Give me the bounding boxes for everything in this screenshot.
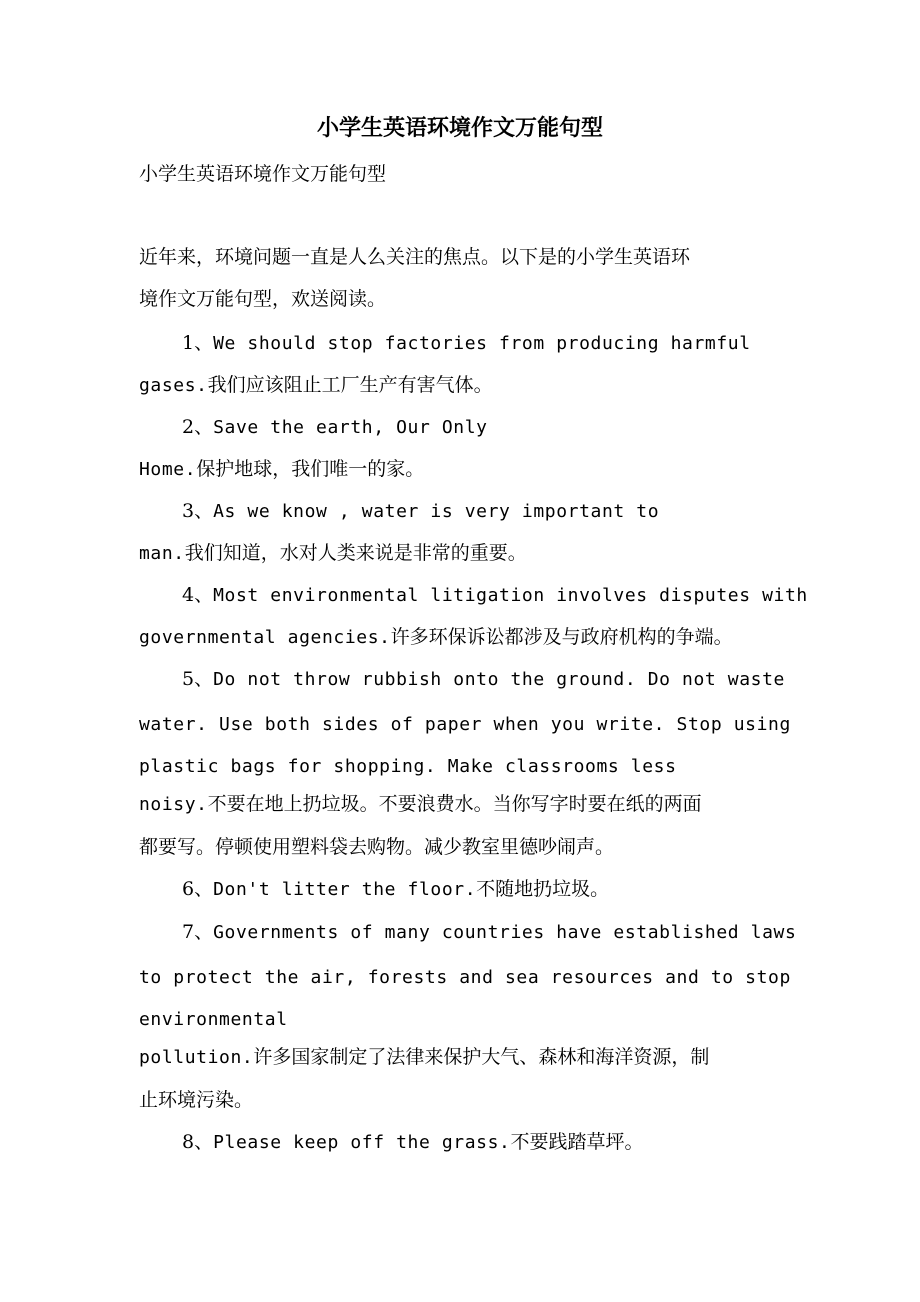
item-2-tail-en: Home. [139, 459, 197, 480]
item-8-number: 8、 [182, 1131, 214, 1153]
document-title: 小学生英语环境作文万能句型 [316, 115, 603, 141]
item-1-line-1 [182, 329, 751, 358]
item-7-text-1: Governments of many countries have established laws [213, 922, 797, 943]
item-5-tail-2: 都要写。停顿使用塑料袋去购物。减少教室里德吵闹声。 [139, 836, 615, 858]
item-7-line-2 [139, 963, 791, 992]
item-3-tail-zh: 我们知道，水对人类来说是非常的重要。 [184, 542, 527, 564]
item-5-number: 5、 [182, 668, 214, 690]
item-2-tail [139, 455, 424, 484]
item-8-tail-zh: 不要践踏草坪。 [510, 1131, 644, 1153]
item-3-tail [139, 539, 527, 568]
item-7-tail-2: 止环境污染。 [139, 1089, 254, 1111]
intro-line-1: 近年来，环境问题一直是人么关注的焦点。以下是的小学生英语环 [139, 246, 691, 268]
item-7-tail-en: pollution. [139, 1047, 254, 1068]
item-7-text-2: to protect the air, forests and sea resources and to stop [139, 967, 791, 988]
item-4-text: Most environmental litigation involves disputes with [213, 585, 808, 606]
item-1-tail-en: gases. [139, 375, 208, 396]
item-5-tail [139, 790, 702, 819]
item-4-number: 4、 [182, 584, 214, 606]
item-5-text-3: plastic bags for shopping. Make classrooms less [139, 756, 677, 777]
item-7-line-3 [139, 1005, 288, 1034]
item-7-tail-zh: 许多国家制定了法律来保护大气、森林和海洋资源，制 [253, 1046, 710, 1068]
item-7-text-3: environmental [139, 1009, 288, 1030]
item-7-tail [139, 1043, 709, 1072]
item-5-text-2: water. Use both sides of paper when you write. Stop using [139, 714, 791, 735]
document-subtitle: 小学生英语环境作文万能句型 [139, 163, 387, 185]
item-2-line-1 [182, 413, 488, 442]
item-5-tail-zh: 不要在地上扔垃圾。不要浪费水。当你写字时要在纸的两面 [207, 793, 702, 815]
intro-line-2: 境作文万能句型，欢送阅读。 [139, 288, 387, 310]
item-8-tail-en: Please keep off the grass. [213, 1132, 511, 1153]
item-6-tail-en: Don't litter the floor. [213, 879, 477, 900]
item-7-line-1 [182, 918, 796, 947]
item-1-text: We should stop factories from producing harmful [213, 333, 751, 354]
item-4-tail-zh: 许多环保诉讼都涉及与政府机构的争端。 [390, 626, 733, 648]
item-4-tail [139, 623, 733, 652]
item-5-tail-en: noisy. [139, 794, 208, 815]
item-6-number: 6、 [182, 878, 214, 900]
item-3-text: As we know , water is very important to [213, 501, 660, 522]
item-4-line-1 [182, 581, 808, 610]
item-5-line-1 [182, 665, 785, 694]
item-1-tail [139, 371, 493, 400]
item-1-tail-zh: 我们应该阻止工厂生产有害气体。 [207, 374, 493, 396]
item-5-text-1: Do not throw rubbish onto the ground. Do not waste [213, 669, 785, 690]
item-5-line-3 [139, 752, 677, 781]
item-7-number: 7、 [182, 921, 214, 943]
item-3-line-1 [182, 497, 659, 526]
item-2-tail-zh: 保护地球，我们唯一的家。 [196, 458, 425, 480]
item-6-tail-zh: 不随地扔垃圾。 [476, 878, 610, 900]
item-5-line-2 [139, 710, 791, 739]
item-1-number: 1、 [182, 332, 214, 354]
item-4-tail-en: governmental agencies. [139, 627, 391, 648]
item-3-tail-en: man. [139, 543, 185, 564]
item-3-number: 3、 [182, 500, 214, 522]
item-6-line-1 [182, 875, 609, 904]
item-8-line-1 [182, 1128, 643, 1157]
item-2-number: 2、 [182, 416, 214, 438]
item-2-text: Save the earth, Our Only [213, 417, 488, 438]
